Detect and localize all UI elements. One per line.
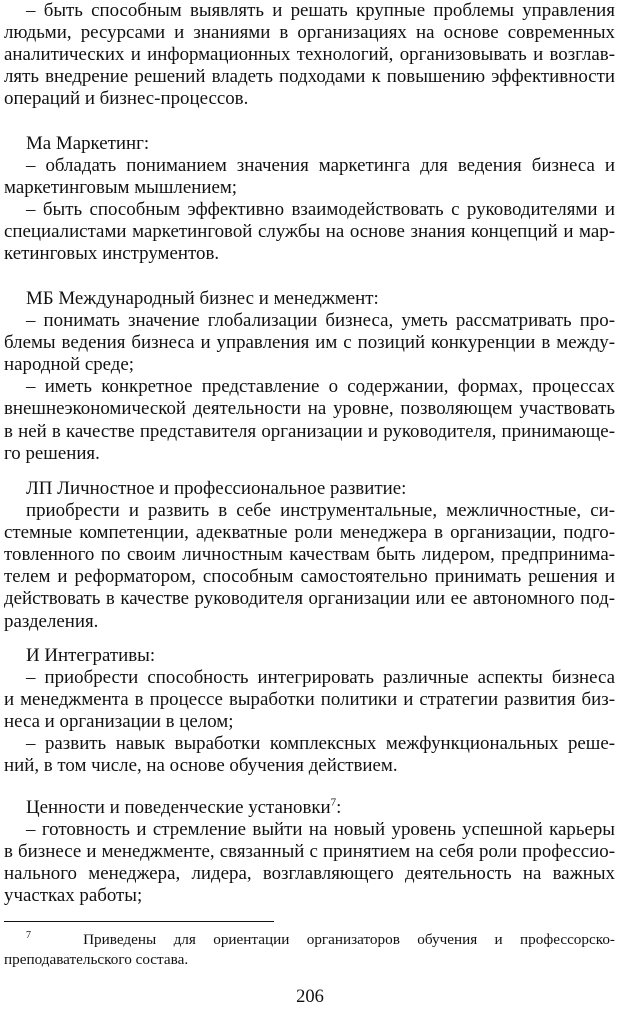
text-line: – быть способным выявлять и решать крупные проблемы управления xyxy=(26,0,615,21)
text-line: лять внедрение решений владеть подходами к повышению эффективности xyxy=(4,66,615,88)
text-block xyxy=(4,478,615,633)
text-block xyxy=(4,645,615,778)
text-line: – развить навык выработки комплексных межфункциональных реше- xyxy=(26,733,615,755)
text-line: – приобрести способность интегрировать различные аспекты бизнеса xyxy=(26,667,615,689)
footnote-line: преподавательского состава. xyxy=(4,950,189,968)
text-line: – обладать пониманием значения маркетинга для ведения бизнеса и xyxy=(26,155,615,177)
footnote xyxy=(4,930,615,969)
text-line: Ма Маркетинг: xyxy=(26,133,150,154)
text-line: аналитических и информационных технологий, организовывать и возглав- xyxy=(4,44,615,66)
text-line: Ценности и поведенческие установки$^7$: xyxy=(26,797,342,818)
text-line: участках работы; xyxy=(4,885,143,907)
text-line: стемные компетенции, адекватные роли менеджера в организации, подго- xyxy=(4,522,615,544)
text-block xyxy=(4,0,615,110)
text-line: в ней в качестве представителя организации и руководителя, принимающе- xyxy=(4,420,615,442)
text-line: народной среде; xyxy=(4,354,135,376)
text-block xyxy=(4,288,615,465)
text-line: разделения. xyxy=(4,610,99,632)
text-line: кетинговых инструментов. xyxy=(4,243,220,265)
text-line: ЛП Личностное и профессиональное развитие: xyxy=(26,478,407,499)
text-line: людьми, ресурсами и знаниями в организациях на основе современных xyxy=(4,22,615,44)
text-line: и менеджмента в процессе выработки политики и стратегии развития биз- xyxy=(4,689,615,711)
footnote-reference: 7 xyxy=(330,797,337,809)
text-line: в бизнесе и менеджменте, связанный с принятием на себя роли профессио- xyxy=(4,841,615,863)
text-line: – быть способным эффективно взаимодействовать с руководителями и xyxy=(26,199,615,221)
text-line: специалистами маркетинговой службы на основе знания концепций и мар- xyxy=(4,221,615,243)
footnote-mark: 7 xyxy=(26,930,31,941)
footnote-line: $^7$ Приведены для ориентации организаторов обучения и профессорско- xyxy=(26,930,615,948)
text-line: – понимать значение глобализации бизнеса, уметь рассматривать про- xyxy=(26,310,615,332)
text-line: нального менеджера, лидера, возглавляющего деятельность на важных xyxy=(4,863,615,885)
text-line: товленного по своим личностным качествам быть лидером, предпринима- xyxy=(4,544,615,566)
text-line: – готовность и стремление выйти на новый уровень успешной карьеры xyxy=(26,819,615,841)
text-block xyxy=(4,797,615,907)
text-line: ний, в том числе, на основе обучения действием. xyxy=(4,755,398,777)
footnote-separator xyxy=(4,921,274,922)
text-line: операций и бизнес-процессов. xyxy=(4,88,249,110)
text-line: И Интегративы: xyxy=(26,645,156,666)
text-line: блемы ведения бизнеса и управления им с позиций конкуренции в между- xyxy=(4,332,615,354)
text-line: – иметь конкретное представление о содержании, формах, процессах xyxy=(26,376,615,398)
text-line: маркетинговым мышлением; xyxy=(4,177,238,199)
text-line: приобрести и развить в себе инструментальные, межличностные, си- xyxy=(26,500,615,522)
text-block xyxy=(4,133,615,266)
text-line: го решения. xyxy=(4,442,100,464)
page-number: 206 xyxy=(296,987,324,1007)
text-line: внешнеэкономической деятельности на уровне, позволяющем участвовать xyxy=(4,398,615,420)
text-line: неса и организации в целом; xyxy=(4,711,234,733)
text-line: телем и реформатором, способным самостоятельно принимать решения и xyxy=(4,566,615,588)
text-line: действовать в качестве руководителя организации или ее автономного под- xyxy=(4,588,615,610)
text-line: МБ Международный бизнес и менеджмент: xyxy=(26,288,379,309)
